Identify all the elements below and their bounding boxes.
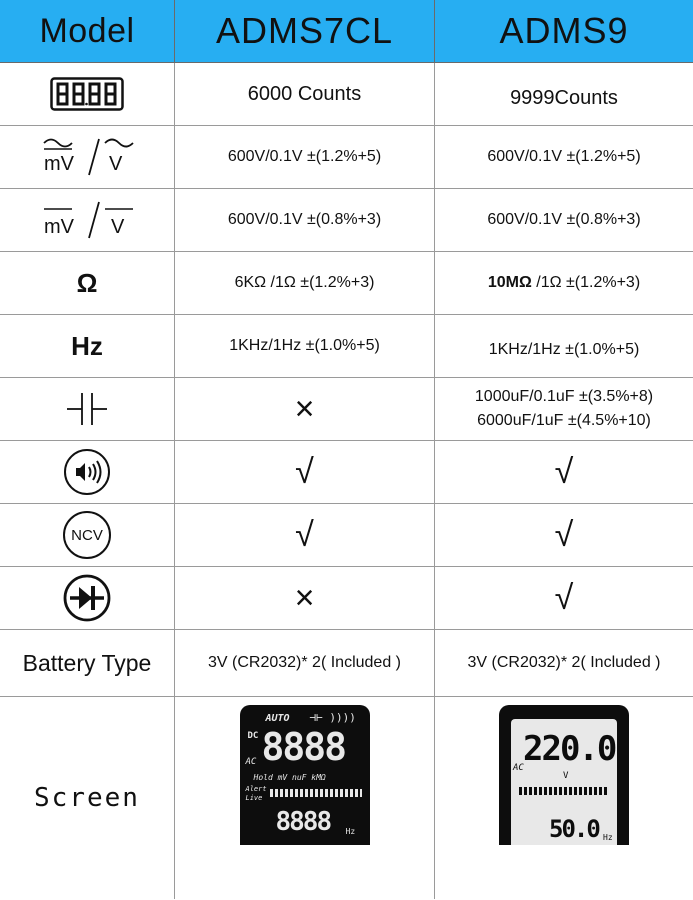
row-label-ohm xyxy=(0,252,175,315)
battery-b-cell xyxy=(435,630,693,697)
lcd-a-top: AUTO xyxy=(265,713,290,724)
ohm-b xyxy=(488,274,640,292)
lcd-a-alert: Alert xyxy=(245,785,267,793)
hz-a: 1KHz/1Hz ±(1.0%+5) xyxy=(229,337,380,354)
lcd-a-ac: AC xyxy=(245,757,257,767)
header-model-b: ADMS9 xyxy=(499,10,629,51)
header-label: Model xyxy=(39,11,135,50)
row-label-diode xyxy=(0,567,175,630)
lcd-a-bargraph xyxy=(270,789,362,797)
header-model-a: ADMS7CL xyxy=(215,10,394,51)
dcv-b: 600V/0.1V ±(0.8%+3) xyxy=(487,211,641,228)
battery-b: 3V (CR2032)* 2( Included ) xyxy=(467,654,661,671)
header-model-a-cell xyxy=(175,0,435,63)
dcv-a-cell xyxy=(175,189,435,252)
screen-label: Screen xyxy=(34,783,140,813)
ohm-b-range: 10MΩ xyxy=(487,274,532,291)
dcv-unit-mv: mV xyxy=(44,216,74,238)
acv-a-cell xyxy=(175,126,435,189)
acv-unit-mv: mV xyxy=(44,153,74,175)
capacitance-b-cell xyxy=(435,378,693,441)
lcd-b-ac: AC xyxy=(513,763,524,773)
lcd-b-main: 220.0 xyxy=(523,729,616,769)
hz-b: 1KHz/1Hz ±(1.0%+5) xyxy=(488,341,640,358)
ncv-label: NCV xyxy=(71,526,103,544)
row-label-counts xyxy=(0,63,175,126)
lcd-a-symbols: ⊣⊢ )))) xyxy=(309,711,356,724)
diode-icon xyxy=(62,573,112,623)
lcd-display-a xyxy=(240,705,370,845)
ncv-a-cell xyxy=(175,504,435,567)
diode-b-cell xyxy=(435,567,693,630)
lcd-b-sub-unit: Hz xyxy=(603,833,613,842)
lcd-digits-icon xyxy=(50,77,124,111)
screen-b-cell xyxy=(435,697,693,899)
capacitance-a-cell xyxy=(175,378,435,441)
lcd-a-mode: DC xyxy=(247,731,259,741)
capacitance-a-cross: × xyxy=(294,389,315,428)
ohm-a: 6KΩ /1Ω ±(1.2%+3) xyxy=(234,274,375,291)
dcv-unit-v: V xyxy=(111,216,125,238)
acv-unit-v: V xyxy=(109,153,123,175)
row-label-screen xyxy=(0,697,175,899)
lcd-b-sub: 50.0 xyxy=(549,815,599,843)
ncv-icon xyxy=(63,511,111,559)
hz-a-cell xyxy=(175,315,435,378)
acv-b: 600V/0.1V ±(1.2%+5) xyxy=(487,148,641,165)
lcd-display-b xyxy=(499,705,629,845)
counts-a: 6000 Counts xyxy=(247,82,362,105)
acv-icon xyxy=(39,135,135,179)
lcd-a-main: 8888 xyxy=(261,725,346,769)
ncv-b-check: √ xyxy=(554,515,574,554)
continuity-b-cell xyxy=(435,441,693,504)
battery-label: Battery Type xyxy=(22,649,152,676)
row-label-capacitance xyxy=(0,378,175,441)
lcd-a-live: Live xyxy=(245,794,263,802)
ohm-b-cell xyxy=(435,252,693,315)
header-label-cell xyxy=(0,0,175,63)
row-label-continuity xyxy=(0,441,175,504)
battery-a-cell xyxy=(175,630,435,697)
ncv-b-cell xyxy=(435,504,693,567)
continuity-a-check: √ xyxy=(295,452,314,491)
dcv-icon xyxy=(39,198,135,242)
diode-a-cell xyxy=(175,567,435,630)
ncv-a-check: √ xyxy=(295,515,314,554)
ohm-b-rest: /1Ω ±(1.2%+3) xyxy=(531,274,641,291)
row-label-acv xyxy=(0,126,175,189)
counts-b-cell xyxy=(435,63,693,126)
counts-a-cell xyxy=(175,63,435,126)
lcd-a-sub: 8888 xyxy=(275,807,331,837)
row-label-hz xyxy=(0,315,175,378)
row-label-battery xyxy=(0,630,175,697)
acv-a: 600V/0.1V ±(1.2%+5) xyxy=(227,148,382,165)
lcd-a-units: Hold mV nuF kMΩ xyxy=(253,773,326,782)
ohm-a-cell xyxy=(175,252,435,315)
row-label-dcv xyxy=(0,189,175,252)
header-model-b-cell xyxy=(435,0,693,63)
ohm-label: Ω xyxy=(76,267,98,298)
row-label-ncv xyxy=(0,504,175,567)
lcd-a-sub-unit: Hz xyxy=(345,827,356,836)
hz-b-cell xyxy=(435,315,693,378)
lcd-b-panel xyxy=(511,719,617,845)
diode-b-check: √ xyxy=(554,578,574,617)
continuity-a-cell xyxy=(175,441,435,504)
capacitance-b xyxy=(475,388,653,430)
screen-a-cell xyxy=(175,697,435,899)
lcd-b-bargraph xyxy=(519,787,609,795)
dcv-b-cell xyxy=(435,189,693,252)
continuity-buzzer-icon xyxy=(63,448,111,496)
hz-label: Hz xyxy=(71,330,103,361)
capacitance-b-line1: 1000uF/0.1uF ±(3.5%+8) xyxy=(474,388,654,405)
capacitor-icon xyxy=(65,387,109,431)
diode-a-cross: × xyxy=(294,578,315,617)
lcd-b-unit: V xyxy=(563,771,569,781)
acv-b-cell xyxy=(435,126,693,189)
dcv-a: 600V/0.1V ±(0.8%+3) xyxy=(227,211,382,228)
continuity-b-check: √ xyxy=(554,452,574,491)
capacitance-b-line2: 6000uF/1uF ±(4.5%+10) xyxy=(477,412,651,429)
counts-b: 9999Counts xyxy=(510,86,618,109)
battery-a: 3V (CR2032)* 2( Included ) xyxy=(208,654,401,671)
